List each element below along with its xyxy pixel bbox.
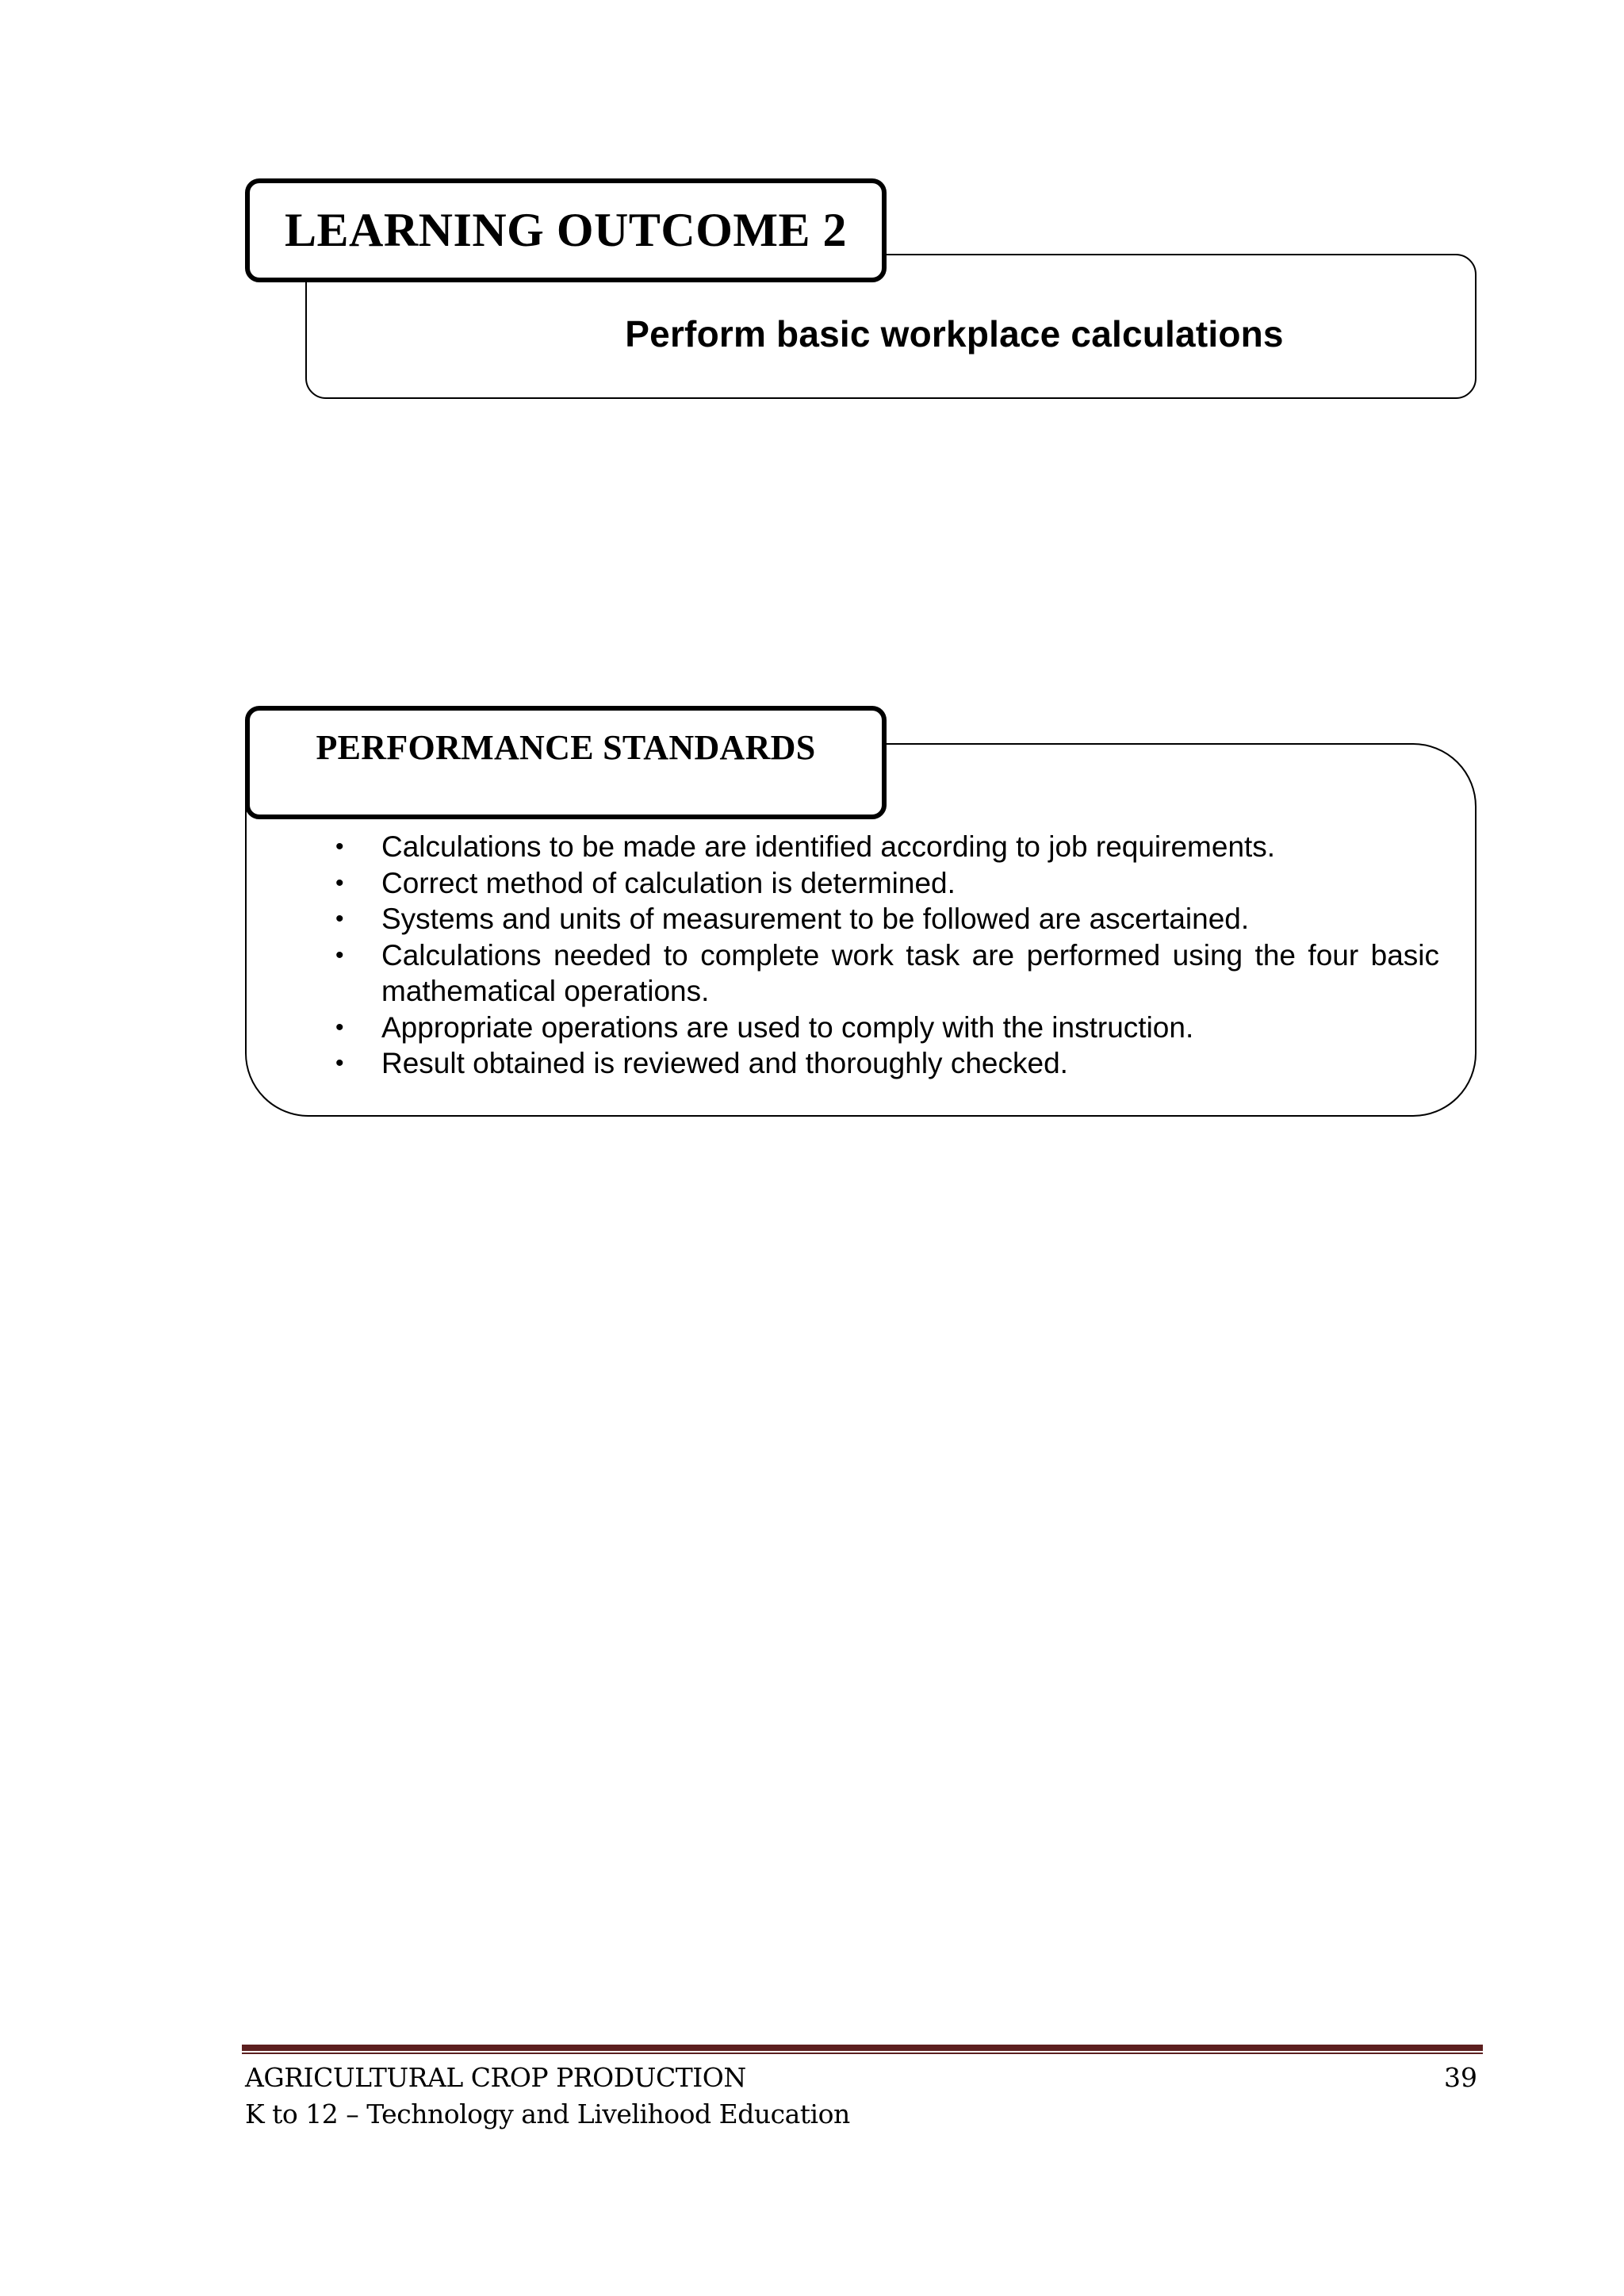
- bullet-icon: •: [335, 869, 344, 896]
- bullet-icon: •: [335, 834, 344, 860]
- footer-divider: [242, 2045, 1483, 2054]
- list-item-text: Calculations to be made are identified according to job requirements.: [381, 830, 1276, 863]
- list-item: [333, 937, 1439, 1010]
- learning-outcome-heading: LEARNING OUTCOME 2: [245, 178, 887, 282]
- list-item: [333, 1010, 1439, 1046]
- list-item: [333, 901, 1439, 937]
- list-item-text: Correct method of calculation is determined.: [381, 866, 956, 899]
- footer-divider-thick: [242, 2045, 1483, 2051]
- list-item: [333, 1045, 1439, 1082]
- list-item: [333, 829, 1439, 865]
- performance-standards-list: [333, 829, 1439, 1082]
- list-item-text: Systems and units of measurement to be followed are ascertained.: [381, 903, 1250, 935]
- bullet-icon: •: [335, 1050, 344, 1076]
- footer-divider-thin: [242, 2053, 1483, 2054]
- list-item-text: Result obtained is reviewed and thoroughly checked.: [381, 1047, 1068, 1079]
- bullet-icon: •: [335, 941, 344, 968]
- bullet-icon: •: [335, 906, 344, 932]
- bullet-icon: •: [335, 1014, 344, 1041]
- performance-standards-heading: PERFORMANCE STANDARDS: [245, 706, 887, 819]
- learning-outcome-title: Perform basic workplace calculations: [625, 313, 1284, 355]
- list-item: [333, 865, 1439, 902]
- footer-course-title: AGRICULTURAL CROP PRODUCTION: [245, 2062, 746, 2093]
- page-number: 39: [1444, 2062, 1477, 2093]
- list-item-text: Calculations needed to complete work task are performed using the four basic mathematical operations.: [381, 938, 1439, 1007]
- footer-subtitle: K to 12 – Technology and Livelihood Education: [245, 2099, 850, 2129]
- list-item-text: Appropriate operations are used to comply with the instruction.: [381, 1010, 1194, 1044]
